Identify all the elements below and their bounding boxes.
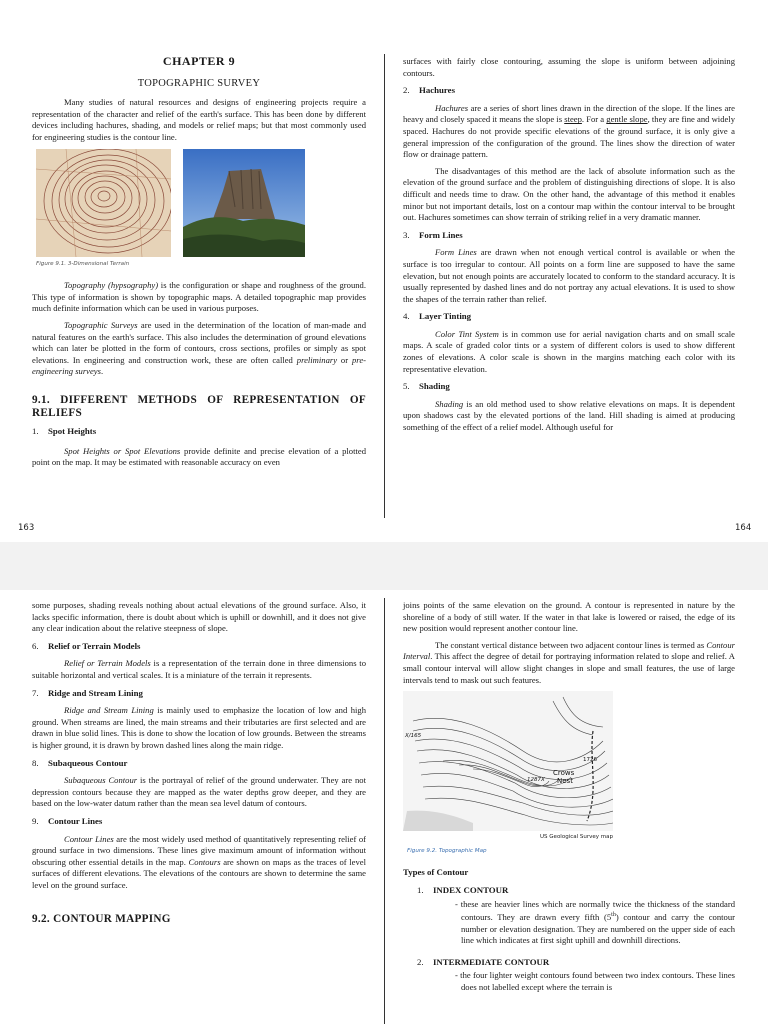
topography-paragraph: Topography (hypsography) is the configuration or shape and roughness of the ground. This type of information is shown by topographic maps. A detailed topographic map provides much definite information which can be used in various purposes. xyxy=(32,280,366,314)
page-163-column xyxy=(32,56,366,474)
continued-shading-paragraph: some purposes, shading reveals nothing about actual elevations of the ground surface. Also, it lacks specific information, there is doubt about which is uphill or downhill, and it does not give any clear indication about the relative steepness of slope. xyxy=(32,600,366,634)
spot-heights-paragraph: Spot Heights or Spot Elevations provide definite and precise elevation of a plotted point on the map. It may be estimated with reasonable accuracy on even xyxy=(32,445,366,468)
surveys-term: Topographic Surveys xyxy=(64,319,138,330)
index-contour-heading: 1. INDEX CONTOUR xyxy=(417,884,509,895)
map-label-crows: Crows xyxy=(553,769,575,778)
intermediate-contour-heading: 2. INTERMEDIATE CONTOUR xyxy=(417,956,550,967)
contour-terrain-image xyxy=(36,149,171,257)
figure-9-1-caption: Figure 9.1. 3-Dimensional Terrain xyxy=(36,260,130,267)
continued-paragraph: surfaces with fairly close contouring, assuming the slope is uniform between adjoining contours. xyxy=(403,56,735,78)
page-166-column xyxy=(403,600,735,999)
item-relief-models-heading: 6. Relief or Terrain Models xyxy=(32,640,141,651)
chapter-label: CHAPTER 9 xyxy=(162,54,236,68)
figure-9-1 xyxy=(36,149,366,257)
item-layer-tinting-heading: 4. Layer Tinting xyxy=(403,311,472,322)
figure-9-2-caption: Figure 9.2. Topographic Map xyxy=(407,847,487,854)
map-elevation-1726: 1726 xyxy=(583,757,597,764)
chapter-title: TOPOGRAPHIC SURVEY xyxy=(137,77,261,89)
butte-photo-image xyxy=(183,149,305,257)
column-divider-bottom xyxy=(384,598,385,1024)
index-contour-paragraph: - these are heavier lines which are normally twice the thickness of the standard contours. They are drawn every fifth (5th) contour and carry the contour number or elevation designation. They are numbered on the upper side of each line which indicates at first sight uphill and downhill directions. xyxy=(455,898,735,946)
item-shading-heading: 5. Shading xyxy=(403,381,450,392)
surveys-paragraph: Topographic Surveys are used in the determination of the location of man-made and natural features on the earth's surface. This also includes the determination of ground elevations which can later be plotted in the form of contours, cross sections, profiles or simply as spot elevations. In engineering and construction work, these are often called preliminary or pre-engineering surveys. xyxy=(32,319,366,377)
hachures-disadvantages-paragraph: The disadvantages of this method are the lack of absolute information such as the elevation of the ground surface and the problem of distinguishing directions of slope. It is also difficult and needs time to draw. On the other hand, the advantage of this method it enables minor but not important details, lost on a contour map within the contour interval to be brought out. Hachures sometimes can show terrain of striking relief in a very dramatic manner. xyxy=(403,165,735,223)
topography-term: Topography (hypsography) xyxy=(64,280,159,291)
layer-tinting-paragraph: Color Tint System is in common use for aerial navigation charts and on small scale maps. A scale of graded color tints or a system of different colors is used to show different zones of elevations. A color scale is shown in the margins matching each color with its representative elevation. xyxy=(403,328,735,374)
map-source-label: US Geological Survey map xyxy=(540,834,613,841)
page-164-column xyxy=(403,56,735,439)
contour-types-list xyxy=(417,885,735,994)
section-9-2-heading: 9.2. CONTOUR MAPPING xyxy=(32,913,171,926)
hachures-paragraph: Hachures are a series of short lines drawn in the direction of the slope. If the lines are heavy and closely spaced it means the slope is steep. For a gentle slope, they are fine and widely spaced. Hachures do not provide specific elevations of the ground surface, it is only give a general impression of the configuration of the ground. The lines show the direction of water flow or drainage pattern. xyxy=(403,102,735,160)
types-of-contour-heading: Types of Contour xyxy=(403,867,469,878)
intro-paragraph: Many studies of natural resources and designs of engineering projects require a representation of the character and relief of the earth's surface. This has been done by different devices including hachures, shading, and models or relief maps; but that most commonly used for engineering studies is the contour line. xyxy=(32,97,366,142)
ridge-stream-paragraph: Ridge and Stream Lining is mainly used to emphasize the location of low and high ground. When streams are lined, the main streams and their tributaries are first selected and are drawn in blue solid lines. This is done to show the location of low grounds. Between the streams is higher ground, it is drawn by brown dashed lines along the main ridge. xyxy=(32,705,366,750)
contour-lines-paragraph: Contour Lines are the most widely used method of quantitatively representing relief of ground surface in two dimensions. These lines give maximum amount of information without obscuring other essential details in the map. Contours are shown on maps as the traces of level surfaces of different elevations. The elevations of the contours are shown to determine the same level on the ground surface. xyxy=(32,833,366,890)
map-label-nest: Nest xyxy=(557,777,573,786)
item-hachures-heading: 2. Hachures xyxy=(403,85,456,96)
shading-paragraph: Shading is an old method used to show relative elevations on maps. It is dependent upon shadows cast by the elevated portions of the land. Hill shading is aimed at producing something of the effect of a relief model. Although useful for xyxy=(403,398,735,433)
contour-interval-paragraph: The constant vertical distance between two adjacent contour lines is termed as Contour Interval. This affect the degree of detail for portraying information related to slope and relief. A small contour interval will allow slight changes in slope and small features, the use of large intervals tend to mask out such features. xyxy=(403,639,735,685)
spread-bottom xyxy=(0,590,768,1024)
item-contour-lines-heading: 9. Contour Lines xyxy=(32,815,103,826)
topographic-map-image xyxy=(403,691,613,831)
section-9-1-heading: 9.1. DIFFERENT METHODS OF REPRESENTATION OF RELIEFS xyxy=(32,393,366,419)
page-number-163: 163 xyxy=(18,523,35,533)
continued-contour-paragraph: joins points of the same elevation on the ground. A contour is represented in nature by the shoreline of a body of still water. If the water in that lake is lowered or raised, the edge of its new position would represent another contour line. xyxy=(403,600,735,634)
page-gap xyxy=(0,542,768,590)
page-number-164: 164 xyxy=(735,523,752,533)
item-form-lines-heading: 3. Form Lines xyxy=(403,229,463,240)
item-spot-heights-heading: 1. Spot Heights xyxy=(32,425,97,436)
column-divider xyxy=(384,54,385,518)
subaqueous-paragraph: Subaqueous Contour is the portrayal of relief of the ground underwater. They are not depression contours because they are mapped as the water depths grow deeper, and they are based on the low-water datum rather than the mean sea level datum of contours. xyxy=(32,775,366,809)
page-165-column xyxy=(32,600,366,929)
relief-models-paragraph: Relief or Terrain Models is a representation of the terrain done in three dimensions to suitable horizontal and vertical scales. It is a miniature of the terrain it represents. xyxy=(32,658,366,680)
form-lines-paragraph: Form Lines are drawn when not enough vertical control is available or when the surface is too irregular to contour. All points on a form line are supposed to have the same elevation, but not enough points are accurately located to conform to the standard accuracy. It is usually represented by dashed lines and do not portray any actual elevations. It is used to show the shapes of the terrain rather than relief. xyxy=(403,247,735,304)
map-elevation-1287: 1287X xyxy=(527,777,545,784)
map-elevation-165: X/165 xyxy=(405,733,422,740)
item-ridge-stream-heading: 7. Ridge and Stream Lining xyxy=(32,687,143,698)
item-subaqueous-heading: 8. Subaqueous Contour xyxy=(32,757,128,768)
intermediate-contour-paragraph: - the four lighter weight contours found between two index contours. These lines does not labelled except where the terrain is xyxy=(455,970,735,992)
